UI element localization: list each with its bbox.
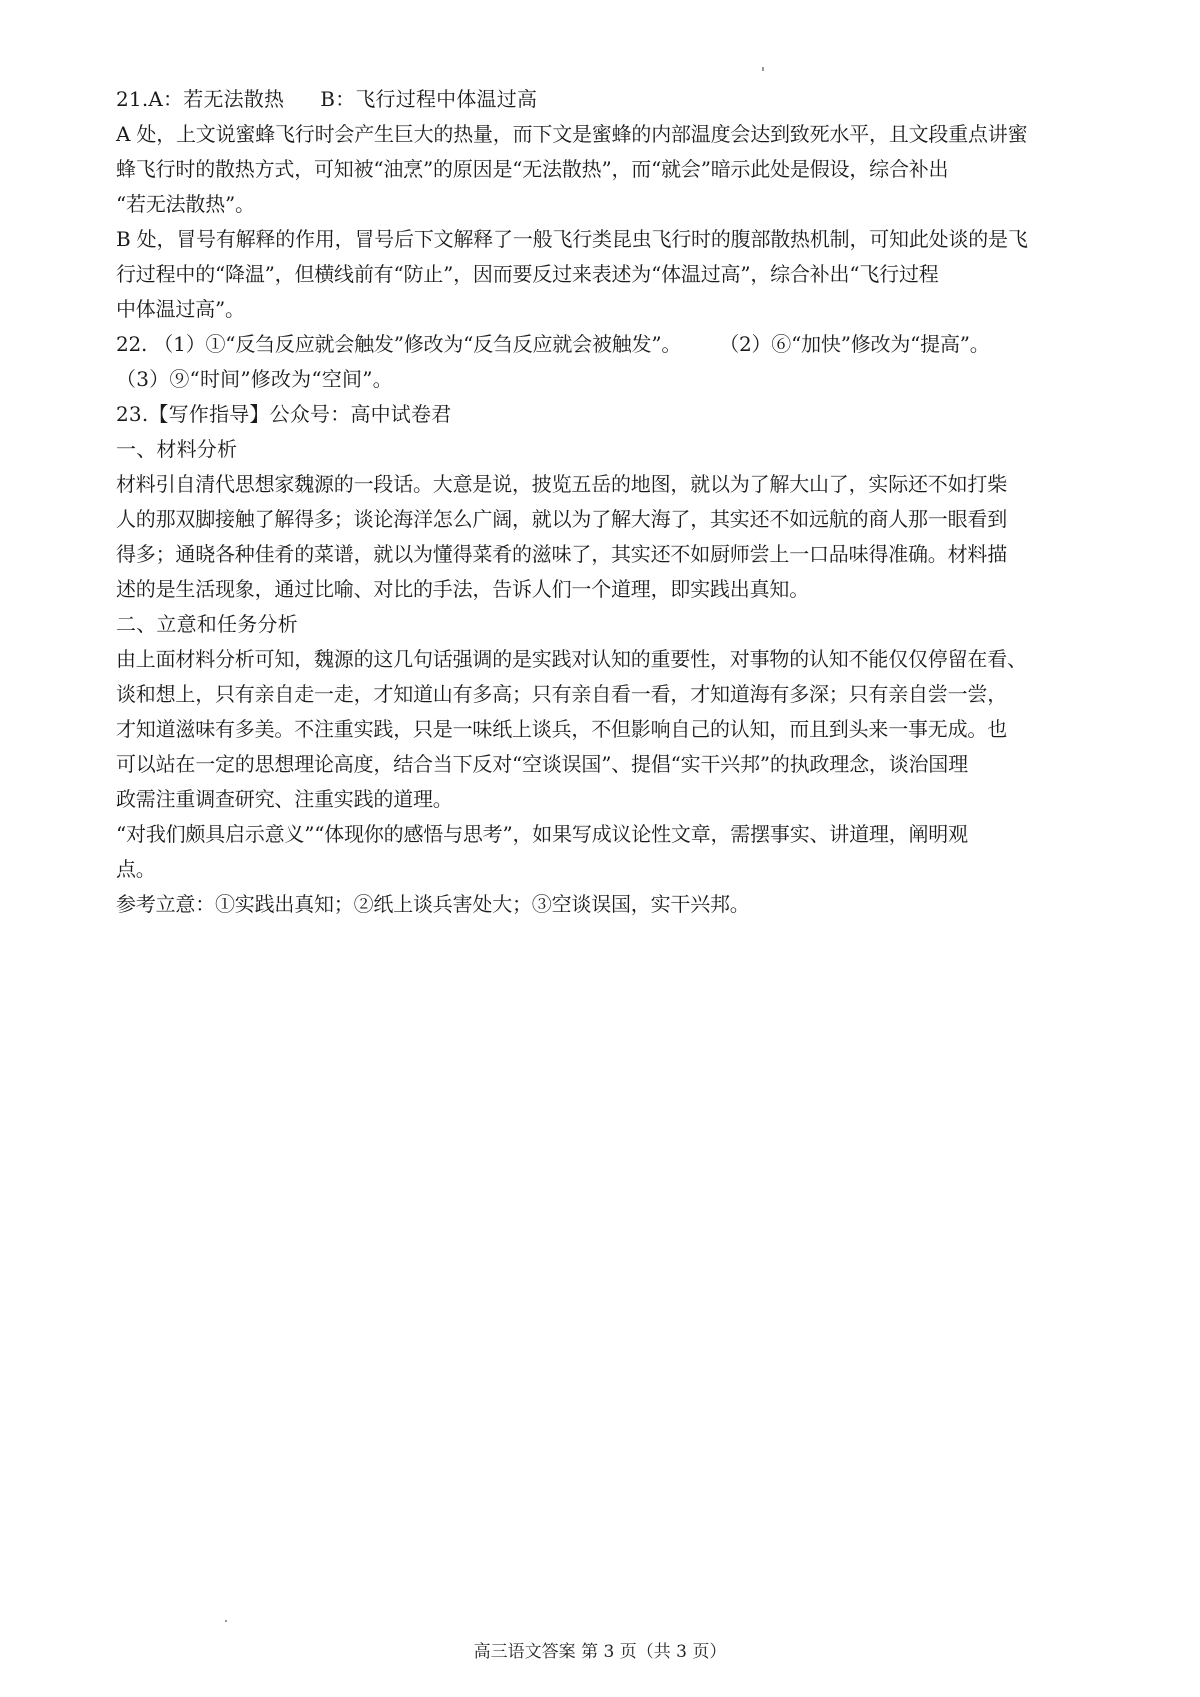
q21-answer-a: 21.A：若无法散热 <box>116 87 285 111</box>
q23-s1-line-2: 人的那双脚接触了解得多；谈论海洋怎么广阔，就以为了解大海了，其实还不如远航的商人那一眼看到 <box>116 507 1007 531</box>
q23-section2-title: 二、立意和任务分析 <box>116 612 298 636</box>
q23-section1-title: 一、材料分析 <box>116 437 238 461</box>
q21-a-line-3: “若无法散热”。 <box>116 192 255 216</box>
q22-line-1 <box>116 327 1101 362</box>
page-footer: 高三语文答案 第 3 页（共 3 页） <box>473 1642 727 1662</box>
q23-s1-line-3: 得多；通晓各种佳肴的菜谱，就以为懂得菜肴的滋味了，其实还不如厨师尝上一口品味得准确。材料描 <box>116 542 1007 566</box>
q23-reference: 参考立意：①实践出真知；②纸上谈兵害处大；③空谈误国，实干兴邦。 <box>116 892 750 916</box>
q23-s1-line-1: 材料引自清代思想家魏源的一段话。大意是说，披览五岳的地图，就以为了解大山了，实际还不如打柴 <box>116 472 1007 496</box>
q22-part-2: （2）⑥“加快”修改为“提高”。 <box>719 332 990 356</box>
answer-body <box>116 82 1101 922</box>
q21-answer-b: B：飞行过程中体温过高 <box>320 87 538 111</box>
scan-speck <box>762 67 764 71</box>
q22-part-3: （3）⑨“时间”修改为“空间”。 <box>116 367 393 391</box>
q23-s2-line-4: 可以站在一定的思想理论高度，结合当下反对“空谈误国”、提倡“实干兴邦”的执政理念，谈治国理 <box>116 752 968 776</box>
q23-task-line-1: “对我们颇具启示意义”“体现你的感悟与思考”，如果写成议论性文章，需摆事实、讲道理，阐明观 <box>116 822 968 846</box>
q21-a-line-2: 蜂飞行时的散热方式，可知被“油烹”的原因是“无法散热”，而“就会”暗示此处是假设，综合补出 <box>116 157 949 181</box>
q23-s1-line-4: 述的是生活现象，通过比喻、对比的手法，告诉人们一个道理，即实践出真知。 <box>116 577 809 601</box>
q21-b-line-3: 中体温过高”。 <box>116 297 245 321</box>
q22-part-1: 22. （1）①“反刍反应就会触发”修改为“反刍反应就会被触发”。 <box>116 332 682 356</box>
q21-b-line-1: B 处，冒号有解释的作用，冒号后下文解释了一般飞行类昆虫飞行时的腹部散热机制，可知此处谈的是飞 <box>116 227 1028 251</box>
q21-answer-line <box>116 82 1101 117</box>
scan-speck <box>225 1620 227 1622</box>
q21-a-line-1: A 处，上文说蜜蜂飞行时会产生巨大的热量，而下文是蜜蜂的内部温度会达到致死水平，且文段重点讲蜜 <box>116 122 1028 146</box>
q23-task-line-2: 点。 <box>116 857 156 881</box>
q23-heading: 23.【写作指导】公众号：高中试卷君 <box>116 402 452 426</box>
q21-b-line-2: 行过程中的“降温”，但横线前有“防止”，因而要反过来表述为“体温过高”，综合补出“飞行过程 <box>116 262 939 286</box>
q23-s2-line-3: 才知道滋味有多美。不注重实践，只是一味纸上谈兵，不但影响自己的认知，而且到头来一事无成。也 <box>116 717 1007 741</box>
q23-s2-line-2: 谈和想上，只有亲自走一走，才知道山有多高；只有亲自看一看，才知道海有多深；只有亲自尝一尝， <box>116 682 1007 706</box>
q23-s2-line-5: 政需注重调查研究、注重实践的道理。 <box>116 787 453 811</box>
q23-s2-line-1: 由上面材料分析可知，魏源的这几句话强调的是实践对认知的重要性，对事物的认知不能仅仅停留在看、 <box>116 647 1027 671</box>
